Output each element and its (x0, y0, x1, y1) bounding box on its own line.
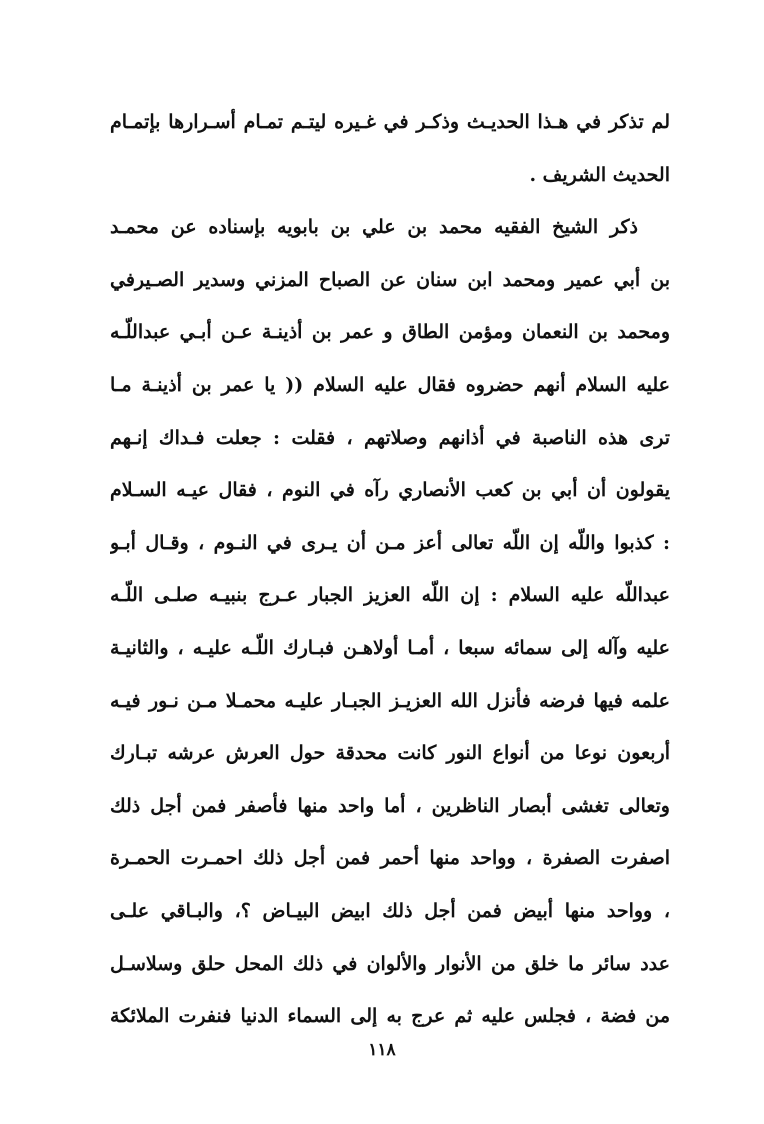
text-line: أربعون نوعا من أنواع النور كانت محدقة حول العرش عرشه تبـارك (110, 742, 670, 765)
text-line: يقولون أن أبي بن كعب الأنصاري رآه في النوم ، فقال عيـه السـلام (110, 479, 670, 502)
text-line: عدد سائر ما خلق من الأنوار والألوان في ذلك المحل حلق وسلاسـل (110, 952, 670, 975)
text-line: عبداللّه عليه السلام : إن اللّه العزيز الجبار عـرج بنبيـه صلـى اللّـه (110, 584, 670, 607)
text-line: علمه فيها فرضه فأنزل الله العزيـز الجبـار عليـه محمـلا مـن نـور فيـه (110, 689, 670, 712)
text-line: ومحمد بن النعمان ومؤمن الطاق و عمر بن أذينـة عـن أبـي عبداللّـه (110, 321, 670, 344)
text-line: من فضة ، فجلس عليه ثم عرج به إلى السماء الدنيا فنفرت الملائكة (110, 1005, 670, 1028)
text-line: ترى هذه الناصبة في أذانهم وصلاتهم ، فقلت : جعلت فـداك إنـهم (110, 426, 670, 449)
body-text (110, 96, 670, 1043)
text-line: عليه السلام أنهم حضروه فقال عليه السلام (( يا عمر بن أذينـة مـا (110, 373, 670, 396)
paragraph-start-line: ذكر الشيخ الفقيه محمد بن علي بن بابويه بإسناده عن محمـد (110, 216, 638, 239)
text-line: الحديث الشريف . (529, 163, 670, 186)
text-line: اصفرت الصفرة ، وواحد منها أحمر فمن أجل ذلك احمـرت الحمـرة (110, 847, 670, 870)
text-line: : كذبوا واللّه إن اللّه تعالى أعز مـن أن يـرى في النـوم ، وقـال أبـو (110, 531, 670, 554)
text-line: لم تذكر في هـذا الحديـث وذكـر في غـيره ليتـم تمـام أسـرارها بإتمـام (110, 111, 670, 133)
text-line: بن أبي عمير ومحمد ابن سنان عن الصباح المزني وسدير الصـيرفي (110, 268, 670, 291)
text-line: وتعالى تغشى أبصار الناظرين ، أما واحد منها فأصفر فمن أجل ذلك (110, 794, 670, 817)
page-number: ١١٨ (368, 1040, 396, 1060)
text-line: ، وواحد منها أبيض فمن أجل ذلك ابيض البيـاض ؟، والبـاقي علـى (110, 899, 670, 922)
text-line: عليه وآله إلى سمائه سبعا ، أمـا أولاهـن فبـارك اللّـه عليـه ، والثانيـة (110, 636, 670, 659)
